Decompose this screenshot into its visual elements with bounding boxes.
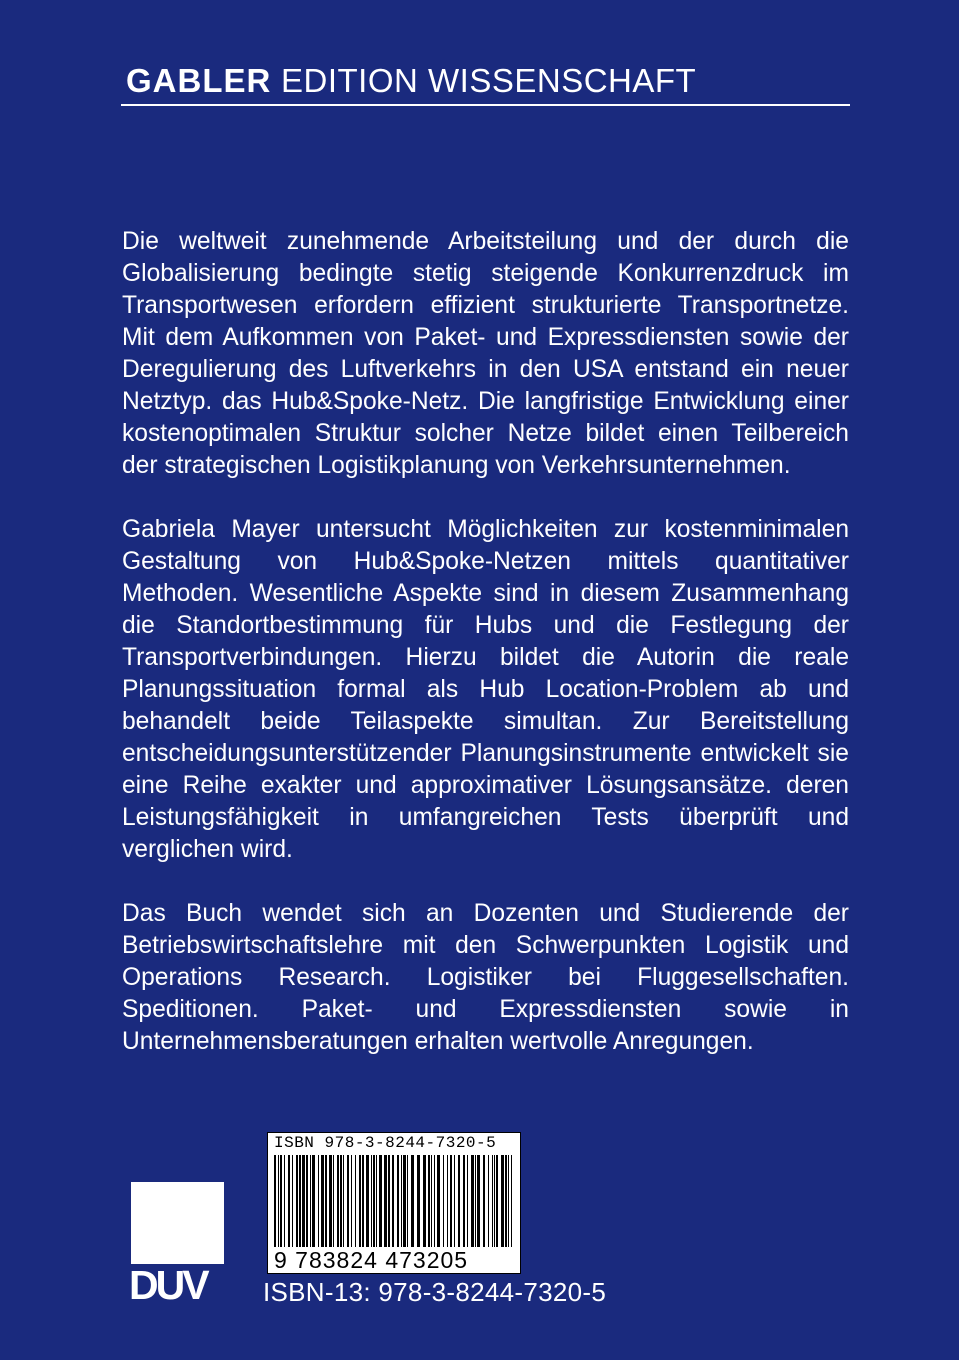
barcode-bar <box>351 1155 352 1247</box>
barcode-bar <box>437 1155 440 1247</box>
barcode-bar <box>359 1155 361 1247</box>
barcode-bar <box>494 1155 495 1247</box>
barcode-isbn-label: ISBN 978-3-8244-7320-5 <box>274 1134 497 1152</box>
barcode-bar <box>321 1155 324 1247</box>
barcode-bar <box>454 1155 455 1247</box>
barcode-bar <box>471 1155 474 1247</box>
blurb-paragraph-3: Das Buch wendet sich an Dozenten und Studierende der Betriebswirtschaftslehre mit den Schwerpunkten Logistik und Operations Research. Logistiker bei Fluggesellschaften. Speditionen. Paket- und Expressdiensten sowie in Unternehmensberatungen erhalten wertvolle Anregungen. <box>122 900 849 1055</box>
barcode-bar <box>376 1155 377 1247</box>
barcode-bar <box>423 1155 426 1247</box>
barcode-bar <box>355 1155 356 1247</box>
barcode-bar <box>501 1155 504 1247</box>
barcode-bar <box>373 1155 375 1247</box>
barcode-bar <box>392 1155 394 1247</box>
barcode-bar <box>397 1155 399 1247</box>
blurb-paragraph-2: Gabriela Mayer untersucht Möglichkeiten zur kostenminimalen Gestaltung von Hub&Spoke-Netzen mittels quantitativer Methoden. Wesentliche Aspekte sind in diesem Zusammenhang die Standortbestimmung für Hubs und die Festlegung der Transportverbindungen. Hierzu bildet die Autorin die reale Planungssituation formal als Hub Location-Problem ab und behandelt beide Teilaspekte simultan. Zur Bereitstellung entscheidungsunterstützender Planungsinstrumente entwickelt sie eine Reihe exakter und approximativer Lösungsansätze. deren Leistungsfähigkeit in umfangreichen Tests überprüft und verglichen wird. <box>122 516 849 863</box>
logo-text: DUV <box>131 1262 207 1302</box>
barcode-bar <box>340 1155 342 1247</box>
barcode-bar <box>347 1155 349 1247</box>
duv-logo-icon <box>131 1182 229 1307</box>
barcode-bar <box>428 1155 430 1247</box>
barcode-bar <box>505 1155 507 1247</box>
barcode-bar <box>403 1155 406 1247</box>
barcode-bar <box>278 1155 279 1247</box>
barcode-bar <box>299 1155 301 1247</box>
barcode-bar <box>306 1155 308 1247</box>
barcode-bar <box>463 1155 465 1247</box>
isbn13-text: ISBN-13: 978-3-8244-7320-5 <box>263 1277 607 1307</box>
barcode-bar <box>302 1155 305 1247</box>
barcode-bar <box>458 1155 460 1247</box>
barcode-bar <box>329 1155 332 1247</box>
series-title-rest: EDITION WISSENSCHAFT <box>271 62 697 99</box>
barcode-bar <box>450 1155 452 1247</box>
barcode-bar <box>292 1155 293 1247</box>
barcode-bar <box>284 1155 285 1247</box>
barcode-bar <box>443 1155 444 1247</box>
barcode-bar <box>477 1155 480 1247</box>
barcode-bar <box>343 1155 344 1247</box>
barcode-box <box>267 1132 521 1274</box>
barcode-bar <box>337 1155 339 1247</box>
barcode-bar <box>447 1155 448 1247</box>
series-title <box>126 62 696 100</box>
barcode-bar <box>362 1155 364 1247</box>
barcode-bar <box>280 1155 282 1247</box>
barcode-ean-digits: 9 783824 473205 <box>274 1247 469 1273</box>
barcode-bar <box>411 1155 414 1247</box>
barcode-bar <box>434 1155 435 1247</box>
barcode-bar <box>366 1155 369 1247</box>
barcode-bar <box>417 1155 420 1247</box>
barcode-bar <box>379 1155 382 1247</box>
barcode-bar <box>401 1155 402 1247</box>
barcode-bar <box>325 1155 327 1247</box>
barcode-bar <box>384 1155 387 1247</box>
series-title-strong: GABLER <box>126 62 272 99</box>
barcode-bar <box>496 1155 498 1247</box>
barcode-bar <box>475 1155 476 1247</box>
barcode-bar <box>467 1155 468 1247</box>
barcode-bar <box>488 1155 489 1247</box>
blurb-paragraph-1: Die weltweit zunehmende Arbeitsteilung und der durch die Globalisierung bedingte stetig steigende Konkurrenzdruck im Transportwesen erfordern effizient strukturierte Transportnetze. Mit dem Aufkommen von Paket- und Expressdiensten sowie der Deregulierung des Luftverkehrs in den USA entstand ein neuer Netztyp. das Hub&Spoke-Netz. Die langfristige Entwicklung einer kostenoptimalen Struktur solcher Netze bildet einen Teilbereich der strategischen Logistikplanung von Verkehrsunternehmen. <box>122 228 849 479</box>
barcode-bar <box>483 1155 485 1247</box>
barcode-bar <box>312 1155 315 1247</box>
barcode-bar <box>371 1155 372 1247</box>
barcode-bar <box>288 1155 290 1247</box>
barcode-bar <box>511 1155 512 1247</box>
barcode-bar <box>333 1155 334 1247</box>
header-rule <box>121 104 850 106</box>
barcode-bar <box>508 1155 509 1247</box>
barcode-bar <box>407 1155 408 1247</box>
barcode-bar <box>388 1155 390 1247</box>
barcode-bar <box>274 1155 276 1247</box>
cover-blurb <box>122 226 849 1090</box>
barcode-bar <box>318 1155 319 1247</box>
barcode-bar <box>296 1155 298 1247</box>
barcode-bar <box>310 1155 311 1247</box>
barcode-bars-icon <box>272 1155 516 1251</box>
barcode-bar <box>431 1155 432 1247</box>
barcode-bar <box>492 1155 493 1247</box>
